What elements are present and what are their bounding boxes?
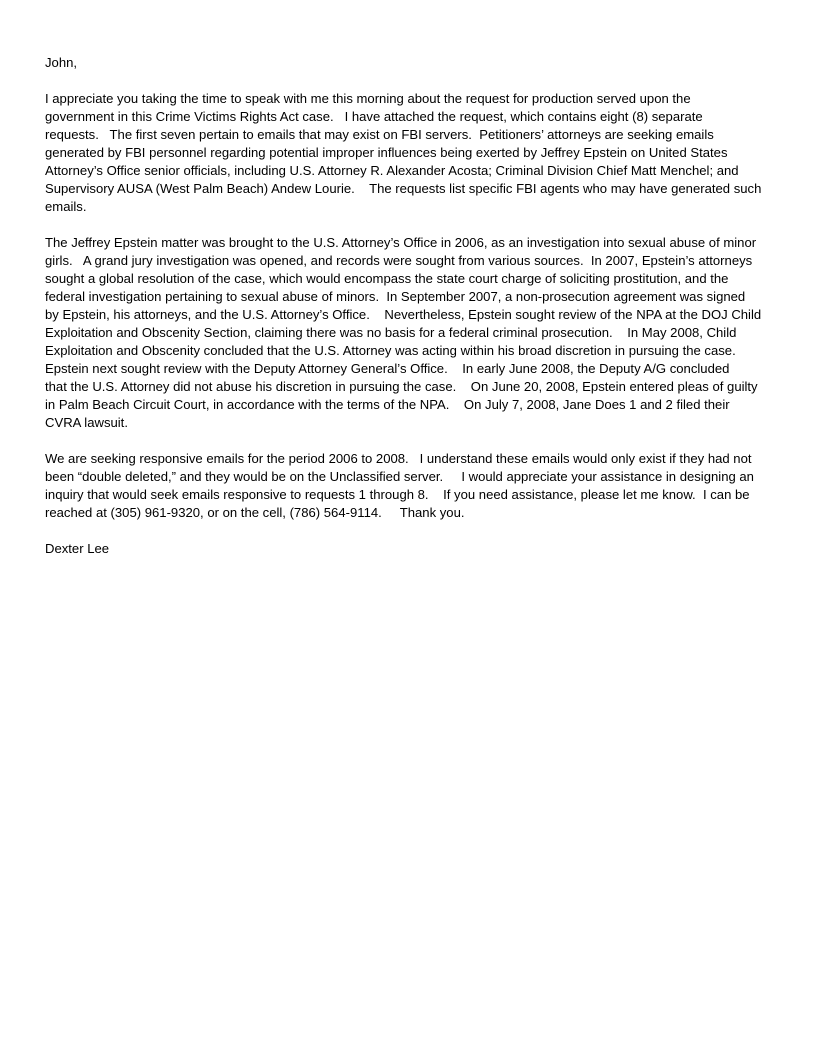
paragraph-line: Exploitation and Obscenity Section, claiming there was no basis for a federal criminal prosecution. In May 2008, Child bbox=[45, 325, 737, 340]
paragraph-line: inquiry that would seek emails responsive to requests 1 through 8. If you need assistance, please let me know. I can be bbox=[45, 487, 750, 502]
paragraph-line: emails. bbox=[45, 199, 87, 214]
salutation bbox=[45, 54, 775, 72]
signature bbox=[45, 540, 775, 558]
paragraph-line: The Jeffrey Epstein matter was brought to the U.S. Attorney’s Office in 2006, as an investigation into sexual abuse of minor bbox=[45, 235, 757, 250]
paragraph-line: that the U.S. Attorney did not abuse his discretion in pursuing the case. On June 20, 2008, Epstein entered pleas of guilty bbox=[45, 379, 758, 394]
paragraph-line: in Palm Beach Circuit Court, in accordance with the terms of the NPA. On July 7, 2008, Jane Does 1 and 2 filed their bbox=[45, 397, 730, 412]
paragraph-line: Supervisory AUSA (West Palm Beach) Andew Lourie. The requests list specific FBI agents who may have generated such bbox=[45, 181, 762, 196]
paragraph-line: CVRA lawsuit. bbox=[45, 415, 128, 430]
paragraph-line: Attorney’s Office senior officials, including U.S. Attorney R. Alexander Acosta; Criminal Division Chief Matt Menchel; and bbox=[45, 163, 739, 178]
paragraph-line: reached at (305) 961-9320, or on the cell, (786) 564-9114. Thank you. bbox=[45, 505, 465, 520]
salutation-line: John, bbox=[45, 55, 78, 70]
letter-body bbox=[45, 54, 775, 576]
paragraph-line: sought a global resolution of the case, which would encompass the state court charge of soliciting prostitution, and the bbox=[45, 271, 729, 286]
paragraph-line: been “double deleted,” and they would be on the Unclassified server. I would appreciate your assistance in designing an bbox=[45, 469, 754, 484]
paragraph-line: government in this Crime Victims Rights Act case. I have attached the request, which contains eight (8) separate bbox=[45, 109, 703, 124]
paragraph-closing bbox=[45, 450, 775, 522]
paragraph-line: federal investigation pertaining to sexual abuse of minors. In September 2007, a non-prosecution agreement was signed bbox=[45, 289, 746, 304]
paragraph-line: girls. A grand jury investigation was opened, and records were sought from various sources. In 2007, Epstein’s attorneys bbox=[45, 253, 753, 268]
paragraph-line: Exploitation and Obscenity concluded that the U.S. Attorney was acting within his broad discretion in pursuing the case. bbox=[45, 343, 736, 358]
paragraph-background bbox=[45, 234, 775, 432]
paragraph-line: by Epstein, his attorneys, and the U.S. Attorney’s Office. Nevertheless, Epstein sought review of the NPA at the DOJ Child bbox=[45, 307, 762, 322]
paragraph-line: generated by FBI personnel regarding potential improper influences being exerted by Jeffrey Epstein on United States bbox=[45, 145, 728, 160]
paragraph-line: Epstein next sought review with the Deputy Attorney General’s Office. In early June 2008, the Deputy A/G concluded bbox=[45, 361, 730, 376]
paragraph-line: I appreciate you taking the time to speak with me this morning about the request for production served upon the bbox=[45, 91, 691, 106]
paragraph-line: requests. The first seven pertain to emails that may exist on FBI servers. Petitioners’ attorneys are seeking emails bbox=[45, 127, 714, 142]
paragraph-request bbox=[45, 90, 775, 216]
signature-name: Dexter Lee bbox=[45, 541, 110, 556]
paragraph-line: We are seeking responsive emails for the period 2006 to 2008. I understand these emails would only exist if they had not bbox=[45, 451, 752, 466]
